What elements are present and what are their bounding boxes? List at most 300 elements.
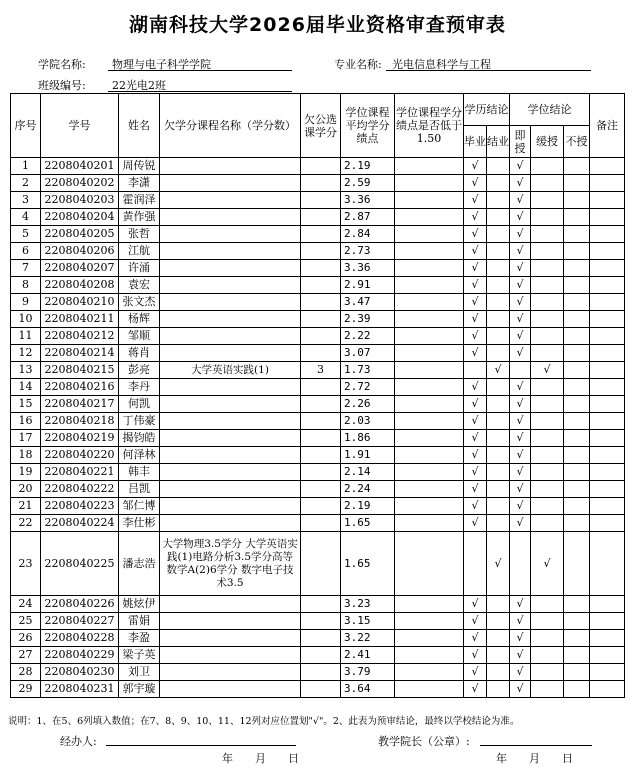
- row-owed-elective: [301, 430, 341, 447]
- row-gpa: 2.19: [341, 158, 395, 175]
- row-gpa-low: [395, 260, 464, 277]
- footnote: 说明：1、在5、6列填入数值；在7、8、9、10、11、12列对应位置划"√"。2、此表为预审结论，最终以学校结论为准。: [8, 716, 520, 727]
- row-completion: [487, 396, 510, 413]
- row-remark: [590, 294, 625, 311]
- row-gpa: 2.22: [341, 328, 395, 345]
- row-graduate: [464, 362, 487, 379]
- row-gpa: 1.91: [341, 447, 395, 464]
- row-deny: [564, 647, 590, 664]
- row-remark: [590, 345, 625, 362]
- row-completion: [487, 630, 510, 647]
- row-completion: [487, 345, 510, 362]
- header-degree-result: 学位结论: [510, 94, 590, 126]
- table-row: [11, 681, 625, 698]
- row-remark: [590, 430, 625, 447]
- row-name: 丁伟豪: [119, 413, 160, 430]
- row-seq: 4: [11, 209, 41, 226]
- row-defer: [531, 294, 564, 311]
- row-owed-elective: [301, 532, 341, 596]
- table-row: [11, 515, 625, 532]
- row-name: 韩丰: [119, 464, 160, 481]
- row-name: 揭钧皓: [119, 430, 160, 447]
- row-completion: √: [487, 532, 510, 596]
- header-owed-courses: 欠学分课程名称（学分数）: [160, 94, 301, 158]
- row-grant: √: [510, 647, 531, 664]
- row-grant: √: [510, 498, 531, 515]
- row-name: 杨辉: [119, 311, 160, 328]
- table-row: [11, 481, 625, 498]
- row-owed-elective: [301, 243, 341, 260]
- row-owed-courses: [160, 277, 301, 294]
- row-gpa-low: [395, 311, 464, 328]
- row-owed-elective: [301, 664, 341, 681]
- row-grant: √: [510, 192, 531, 209]
- row-grant: √: [510, 294, 531, 311]
- row-gpa-low: [395, 681, 464, 698]
- row-completion: [487, 209, 510, 226]
- row-grant: √: [510, 664, 531, 681]
- row-owed-courses: [160, 630, 301, 647]
- row-owed-courses: [160, 413, 301, 430]
- row-owed-elective: [301, 647, 341, 664]
- row-remark: [590, 192, 625, 209]
- row-defer: [531, 345, 564, 362]
- row-deny: [564, 192, 590, 209]
- row-graduate: √: [464, 447, 487, 464]
- table-row: [11, 396, 625, 413]
- row-name: 何泽林: [119, 447, 160, 464]
- row-sid: 2208040228: [41, 630, 119, 647]
- row-seq: 18: [11, 447, 41, 464]
- row-owed-elective: [301, 294, 341, 311]
- row-grant: √: [510, 379, 531, 396]
- row-gpa: 3.07: [341, 345, 395, 362]
- row-seq: 24: [11, 596, 41, 613]
- row-gpa: 2.41: [341, 647, 395, 664]
- row-sid: 2208040203: [41, 192, 119, 209]
- row-seq: 8: [11, 277, 41, 294]
- row-completion: [487, 498, 510, 515]
- row-graduate: √: [464, 647, 487, 664]
- row-graduate: √: [464, 158, 487, 175]
- row-name: 雷娟: [119, 613, 160, 630]
- table-row: [11, 311, 625, 328]
- row-remark: [590, 613, 625, 630]
- row-graduate: √: [464, 396, 487, 413]
- header-remark: 备注: [590, 94, 625, 158]
- row-deny: [564, 681, 590, 698]
- row-graduate: [464, 532, 487, 596]
- row-owed-elective: [301, 630, 341, 647]
- row-sid: 2208040202: [41, 175, 119, 192]
- table-row: [11, 613, 625, 630]
- row-completion: [487, 379, 510, 396]
- row-seq: 11: [11, 328, 41, 345]
- header-seq: 序号: [11, 94, 41, 158]
- table-row: [11, 328, 625, 345]
- row-defer: [531, 379, 564, 396]
- row-owed-elective: [301, 175, 341, 192]
- row-owed-courses: [160, 158, 301, 175]
- row-seq: 12: [11, 345, 41, 362]
- row-deny: [564, 311, 590, 328]
- row-remark: [590, 630, 625, 647]
- row-owed-courses: [160, 328, 301, 345]
- row-defer: [531, 664, 564, 681]
- row-remark: [590, 379, 625, 396]
- row-owed-courses: [160, 260, 301, 277]
- header-deny: 不授: [564, 126, 590, 158]
- row-deny: [564, 260, 590, 277]
- row-grant: √: [510, 209, 531, 226]
- table-row: [11, 630, 625, 647]
- row-graduate: √: [464, 430, 487, 447]
- row-gpa: 1.65: [341, 515, 395, 532]
- row-remark: [590, 532, 625, 596]
- row-remark: [590, 158, 625, 175]
- row-deny: [564, 430, 590, 447]
- row-completion: [487, 613, 510, 630]
- row-defer: [531, 158, 564, 175]
- row-name: 姚炫伊: [119, 596, 160, 613]
- row-gpa: 2.26: [341, 396, 395, 413]
- row-remark: [590, 596, 625, 613]
- row-graduate: √: [464, 277, 487, 294]
- row-name: 梁子英: [119, 647, 160, 664]
- row-gpa-low: [395, 345, 464, 362]
- row-owed-elective: [301, 681, 341, 698]
- row-sid: 2208040229: [41, 647, 119, 664]
- row-owed-courses: [160, 464, 301, 481]
- table-row: [11, 430, 625, 447]
- row-remark: [590, 311, 625, 328]
- table-row: [11, 362, 625, 379]
- row-name: 李盈: [119, 630, 160, 647]
- row-deny: [564, 447, 590, 464]
- row-deny: [564, 413, 590, 430]
- row-completion: [487, 430, 510, 447]
- row-graduate: √: [464, 664, 487, 681]
- row-owed-courses: [160, 345, 301, 362]
- row-graduate: √: [464, 209, 487, 226]
- row-graduate: √: [464, 192, 487, 209]
- row-grant: √: [510, 277, 531, 294]
- row-owed-elective: [301, 413, 341, 430]
- table-row: [11, 596, 625, 613]
- row-graduate: √: [464, 630, 487, 647]
- row-defer: [531, 647, 564, 664]
- row-completion: [487, 260, 510, 277]
- row-name: 张哲: [119, 226, 160, 243]
- row-grant: √: [510, 613, 531, 630]
- header-edu-result: 学历结论: [464, 94, 510, 126]
- row-remark: [590, 362, 625, 379]
- row-gpa-low: [395, 362, 464, 379]
- row-sid: 2208040226: [41, 596, 119, 613]
- row-gpa-low: [395, 209, 464, 226]
- row-grant: √: [510, 158, 531, 175]
- row-seq: 15: [11, 396, 41, 413]
- row-seq: 22: [11, 515, 41, 532]
- row-gpa: 3.79: [341, 664, 395, 681]
- row-gpa-low: [395, 613, 464, 630]
- row-deny: [564, 226, 590, 243]
- row-completion: [487, 294, 510, 311]
- row-owed-courses: [160, 311, 301, 328]
- row-deny: [564, 345, 590, 362]
- row-grant: √: [510, 175, 531, 192]
- row-owed-courses: [160, 613, 301, 630]
- row-remark: [590, 681, 625, 698]
- class-value: 22光电2班: [112, 79, 166, 92]
- row-gpa: 2.73: [341, 243, 395, 260]
- row-name: 周传锐: [119, 158, 160, 175]
- row-gpa-low: [395, 277, 464, 294]
- row-gpa-low: [395, 664, 464, 681]
- header-sid: 学号: [41, 94, 119, 158]
- row-defer: [531, 498, 564, 515]
- row-gpa-low: [395, 328, 464, 345]
- row-defer: [531, 515, 564, 532]
- row-seq: 2: [11, 175, 41, 192]
- row-sid: 2208040205: [41, 226, 119, 243]
- row-seq: 29: [11, 681, 41, 698]
- row-seq: 28: [11, 664, 41, 681]
- row-owed-courses: 大学英语实践(1): [160, 362, 301, 379]
- row-graduate: √: [464, 294, 487, 311]
- row-seq: 14: [11, 379, 41, 396]
- row-sid: 2208040218: [41, 413, 119, 430]
- major-underline: [386, 70, 591, 71]
- row-gpa-low: [395, 596, 464, 613]
- row-remark: [590, 226, 625, 243]
- row-seq: 21: [11, 498, 41, 515]
- table-row: [11, 226, 625, 243]
- row-gpa: 2.14: [341, 464, 395, 481]
- row-graduate: √: [464, 515, 487, 532]
- row-deny: [564, 328, 590, 345]
- row-grant: √: [510, 311, 531, 328]
- row-sid: 2208040227: [41, 613, 119, 630]
- row-gpa-low: [395, 413, 464, 430]
- row-defer: [531, 311, 564, 328]
- row-grant: √: [510, 681, 531, 698]
- row-remark: [590, 498, 625, 515]
- row-deny: [564, 464, 590, 481]
- row-owed-elective: [301, 260, 341, 277]
- row-grant: √: [510, 396, 531, 413]
- handler-label: 经办人:: [60, 735, 97, 748]
- dean-label: 教学院长（公章）:: [378, 735, 470, 748]
- row-completion: [487, 481, 510, 498]
- row-seq: 19: [11, 464, 41, 481]
- row-grant: √: [510, 243, 531, 260]
- college-value: 物理与电子科学学院: [112, 58, 211, 71]
- row-owed-courses: [160, 243, 301, 260]
- row-deny: [564, 481, 590, 498]
- table-row: [11, 532, 625, 596]
- row-graduate: √: [464, 328, 487, 345]
- row-gpa: 1.73: [341, 362, 395, 379]
- row-sid: 2208040225: [41, 532, 119, 596]
- row-gpa: 1.65: [341, 532, 395, 596]
- header-defer: 缓授: [531, 126, 564, 158]
- row-grant: √: [510, 226, 531, 243]
- row-grant: [510, 362, 531, 379]
- row-owed-elective: [301, 464, 341, 481]
- row-name: 江航: [119, 243, 160, 260]
- row-grant: √: [510, 630, 531, 647]
- row-owed-elective: [301, 226, 341, 243]
- row-name: 何凯: [119, 396, 160, 413]
- row-gpa: 2.84: [341, 226, 395, 243]
- class-label: 班级编号:: [38, 79, 86, 92]
- row-gpa: 2.59: [341, 175, 395, 192]
- row-sid: 2208040207: [41, 260, 119, 277]
- row-deny: [564, 498, 590, 515]
- header-name: 姓名: [119, 94, 160, 158]
- row-gpa: 2.24: [341, 481, 395, 498]
- row-seq: 10: [11, 311, 41, 328]
- row-sid: 2208040216: [41, 379, 119, 396]
- row-owed-courses: [160, 647, 301, 664]
- row-gpa: 3.23: [341, 596, 395, 613]
- row-name: 刘卫: [119, 664, 160, 681]
- row-deny: [564, 209, 590, 226]
- row-owed-elective: [301, 596, 341, 613]
- row-remark: [590, 481, 625, 498]
- row-graduate: √: [464, 345, 487, 362]
- row-name: 邹仁博: [119, 498, 160, 515]
- row-deny: [564, 243, 590, 260]
- row-gpa-low: [395, 464, 464, 481]
- row-seq: 25: [11, 613, 41, 630]
- row-owed-elective: [301, 396, 341, 413]
- row-seq: 1: [11, 158, 41, 175]
- major-label: 专业名称:: [334, 58, 382, 71]
- row-gpa-low: [395, 647, 464, 664]
- table-row: [11, 464, 625, 481]
- row-seq: 6: [11, 243, 41, 260]
- row-defer: [531, 243, 564, 260]
- row-graduate: √: [464, 413, 487, 430]
- row-owed-courses: [160, 447, 301, 464]
- row-name: 李丹: [119, 379, 160, 396]
- row-completion: [487, 664, 510, 681]
- row-graduate: √: [464, 311, 487, 328]
- row-sid: 2208040211: [41, 311, 119, 328]
- row-name: 李仕彬: [119, 515, 160, 532]
- row-deny: [564, 664, 590, 681]
- row-remark: [590, 413, 625, 430]
- row-completion: [487, 277, 510, 294]
- row-gpa: 3.47: [341, 294, 395, 311]
- row-owed-courses: [160, 498, 301, 515]
- table-row: [11, 243, 625, 260]
- row-seq: 26: [11, 630, 41, 647]
- row-defer: [531, 447, 564, 464]
- row-defer: [531, 630, 564, 647]
- row-deny: [564, 613, 590, 630]
- table-row: [11, 447, 625, 464]
- row-sid: 2208040206: [41, 243, 119, 260]
- row-sid: 2208040222: [41, 481, 119, 498]
- row-name: 彭亮: [119, 362, 160, 379]
- header-owed-elective: 欠公选课学分: [301, 94, 341, 158]
- row-owed-courses: [160, 596, 301, 613]
- row-remark: [590, 647, 625, 664]
- row-defer: [531, 260, 564, 277]
- row-graduate: √: [464, 498, 487, 515]
- table-row: [11, 158, 625, 175]
- row-grant: √: [510, 464, 531, 481]
- row-name: 邹顺: [119, 328, 160, 345]
- row-gpa-low: [395, 192, 464, 209]
- row-graduate: √: [464, 481, 487, 498]
- table-row: [11, 413, 625, 430]
- row-owed-elective: [301, 345, 341, 362]
- row-name: 郭宇璇: [119, 681, 160, 698]
- row-grant: √: [510, 413, 531, 430]
- row-seq: 13: [11, 362, 41, 379]
- row-gpa-low: [395, 447, 464, 464]
- row-graduate: √: [464, 175, 487, 192]
- row-graduate: √: [464, 596, 487, 613]
- row-sid: 2208040219: [41, 430, 119, 447]
- row-sid: 2208040220: [41, 447, 119, 464]
- row-name: 张文杰: [119, 294, 160, 311]
- row-grant: [510, 532, 531, 596]
- row-owed-elective: [301, 498, 341, 515]
- row-gpa: 2.72: [341, 379, 395, 396]
- row-remark: [590, 328, 625, 345]
- row-defer: [531, 681, 564, 698]
- row-owed-courses: [160, 681, 301, 698]
- row-gpa: 3.22: [341, 630, 395, 647]
- row-remark: [590, 464, 625, 481]
- row-gpa: 2.03: [341, 413, 395, 430]
- table-body: [11, 158, 625, 698]
- row-owed-elective: [301, 209, 341, 226]
- row-sid: 2208040208: [41, 277, 119, 294]
- row-graduate: √: [464, 260, 487, 277]
- row-owed-elective: [301, 447, 341, 464]
- row-deny: [564, 596, 590, 613]
- row-completion: [487, 647, 510, 664]
- row-completion: [487, 175, 510, 192]
- row-sid: 2208040215: [41, 362, 119, 379]
- row-defer: [531, 413, 564, 430]
- row-deny: [564, 294, 590, 311]
- row-seq: 16: [11, 413, 41, 430]
- row-defer: [531, 175, 564, 192]
- row-defer: [531, 192, 564, 209]
- college-label: 学院名称:: [38, 58, 86, 71]
- row-owed-elective: [301, 379, 341, 396]
- row-gpa-low: [395, 243, 464, 260]
- college-underline: [108, 70, 292, 71]
- row-owed-courses: [160, 294, 301, 311]
- row-owed-courses: [160, 175, 301, 192]
- row-grant: √: [510, 447, 531, 464]
- row-seq: 9: [11, 294, 41, 311]
- row-gpa: 1.86: [341, 430, 395, 447]
- row-deny: [564, 532, 590, 596]
- row-completion: [487, 158, 510, 175]
- row-seq: 23: [11, 532, 41, 596]
- row-owed-elective: [301, 481, 341, 498]
- row-gpa-low: [395, 430, 464, 447]
